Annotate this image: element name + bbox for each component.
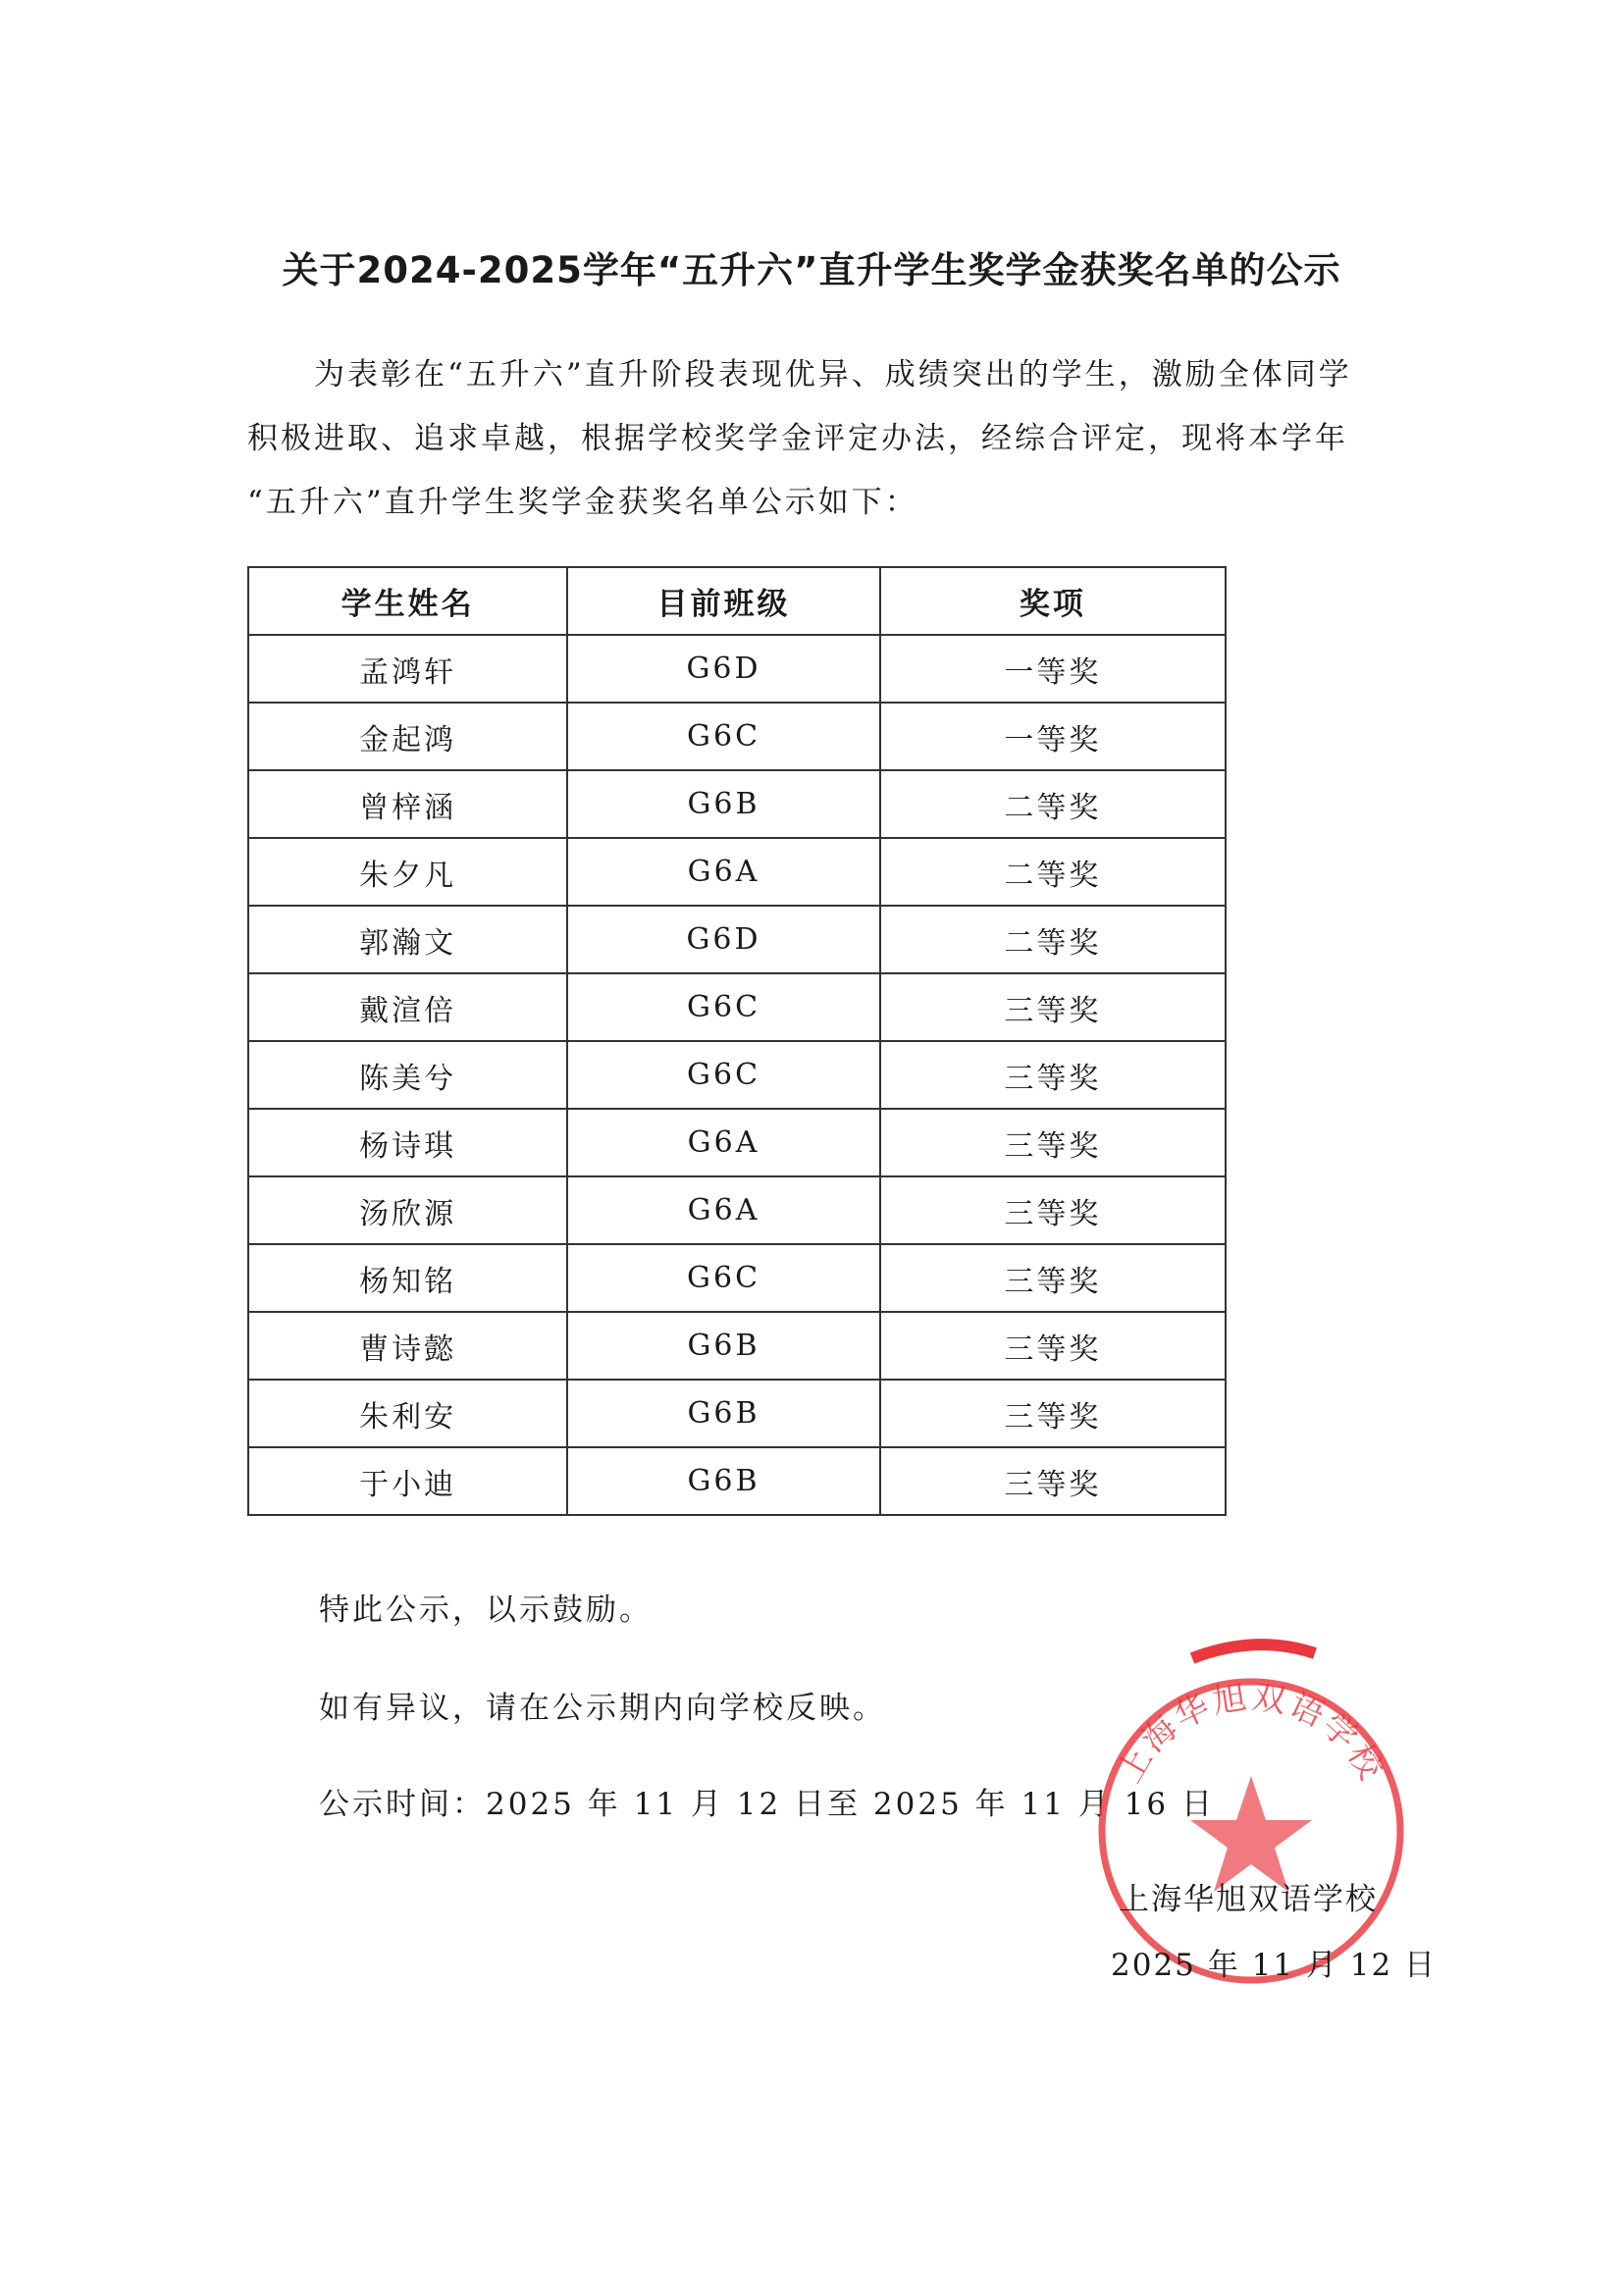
table-row xyxy=(248,770,1226,838)
header-award: 奖项 xyxy=(880,567,1226,635)
cell-award: 三等奖 xyxy=(880,1176,1226,1244)
cell-class: G6C xyxy=(567,1041,879,1109)
table-row xyxy=(248,1380,1226,1447)
table-row xyxy=(248,1447,1226,1515)
table-row xyxy=(248,1244,1226,1312)
award-table xyxy=(247,566,1227,1516)
cell-award: 三等奖 xyxy=(880,1447,1226,1515)
cell-class: G6B xyxy=(567,1380,879,1447)
cell-class: G6B xyxy=(567,770,879,838)
header-class: 目前班级 xyxy=(567,567,879,635)
cell-class: G6A xyxy=(567,1109,879,1176)
cell-class: G6A xyxy=(567,1176,879,1244)
cell-class: G6D xyxy=(567,906,879,973)
cell-class: G6B xyxy=(567,1312,879,1380)
seal-lettering: 上海华旭双语学校 xyxy=(1110,1677,1392,1790)
cell-student-name: 陈美兮 xyxy=(248,1041,567,1109)
table-row xyxy=(248,635,1226,703)
intro-line-1: 为表彰在“五升六”直升阶段表现优异、成绩突出的学生，激励全体同学 xyxy=(314,357,1352,392)
header-name: 学生姓名 xyxy=(248,567,567,635)
intro-paragraph xyxy=(247,343,1361,535)
cell-student-name: 汤欣源 xyxy=(248,1176,567,1244)
cell-class: G6A xyxy=(567,838,879,906)
intro-line-3: “五升六”直升学生奖学金获奖名单公示如下： xyxy=(247,485,918,520)
cell-student-name: 郭瀚文 xyxy=(248,906,567,973)
cell-student-name: 金起鸿 xyxy=(248,703,567,770)
cell-student-name: 戴渲倍 xyxy=(248,973,567,1041)
cell-award: 三等奖 xyxy=(880,1109,1226,1176)
cell-class: G6C xyxy=(567,703,879,770)
cell-class: G6C xyxy=(567,973,879,1041)
cell-award: 三等奖 xyxy=(880,973,1226,1041)
table-header-row xyxy=(248,567,1226,635)
cell-student-name: 朱夕凡 xyxy=(248,838,567,906)
cell-class: G6D xyxy=(567,635,879,703)
table-row xyxy=(248,1109,1226,1176)
cell-student-name: 朱利安 xyxy=(248,1380,567,1447)
cell-award: 一等奖 xyxy=(880,635,1226,703)
table-row xyxy=(248,1041,1226,1109)
cell-student-name: 于小迪 xyxy=(248,1447,567,1515)
table-row xyxy=(248,973,1226,1041)
cell-student-name: 曾梓涵 xyxy=(248,770,567,838)
document-title: 关于2024-2025学年“五升六”直升学生奖学金获奖名单的公示 xyxy=(282,249,1341,291)
signature-org: 上海华旭双语学校 xyxy=(1119,1882,1378,1917)
table-row xyxy=(248,1312,1226,1380)
cell-award: 二等奖 xyxy=(880,838,1226,906)
cell-student-name: 曹诗懿 xyxy=(248,1312,567,1380)
table-row xyxy=(248,906,1226,973)
cell-student-name: 杨诗琪 xyxy=(248,1109,567,1176)
cell-award: 一等奖 xyxy=(880,703,1226,770)
cell-award: 三等奖 xyxy=(880,1312,1226,1380)
cell-award: 二等奖 xyxy=(880,770,1226,838)
cell-award: 三等奖 xyxy=(880,1041,1226,1109)
table-row xyxy=(248,703,1226,770)
cell-class: G6B xyxy=(567,1447,879,1515)
cell-award: 二等奖 xyxy=(880,906,1226,973)
table-row xyxy=(248,838,1226,906)
publication-period: 公示时间：2025 年 11 月 12 日至 2025 年 11 月 16 日 xyxy=(319,1787,1215,1822)
cell-award: 三等奖 xyxy=(880,1380,1226,1447)
table-row xyxy=(248,1176,1226,1244)
cell-class: G6C xyxy=(567,1244,879,1312)
cell-award: 三等奖 xyxy=(880,1244,1226,1312)
intro-line-2: 积极进取、追求卓越，根据学校奖学金评定办法，经综合评定，现将本学年 xyxy=(247,421,1348,456)
cell-student-name: 杨知铭 xyxy=(248,1244,567,1312)
closing-line-2: 如有异议，请在公示期内向学校反映。 xyxy=(319,1691,886,1726)
closing-line-1: 特此公示，以示鼓励。 xyxy=(319,1592,653,1628)
signature-date: 2025 年 11 月 12 日 xyxy=(1111,1948,1438,1983)
cell-student-name: 孟鸿轩 xyxy=(248,635,567,703)
